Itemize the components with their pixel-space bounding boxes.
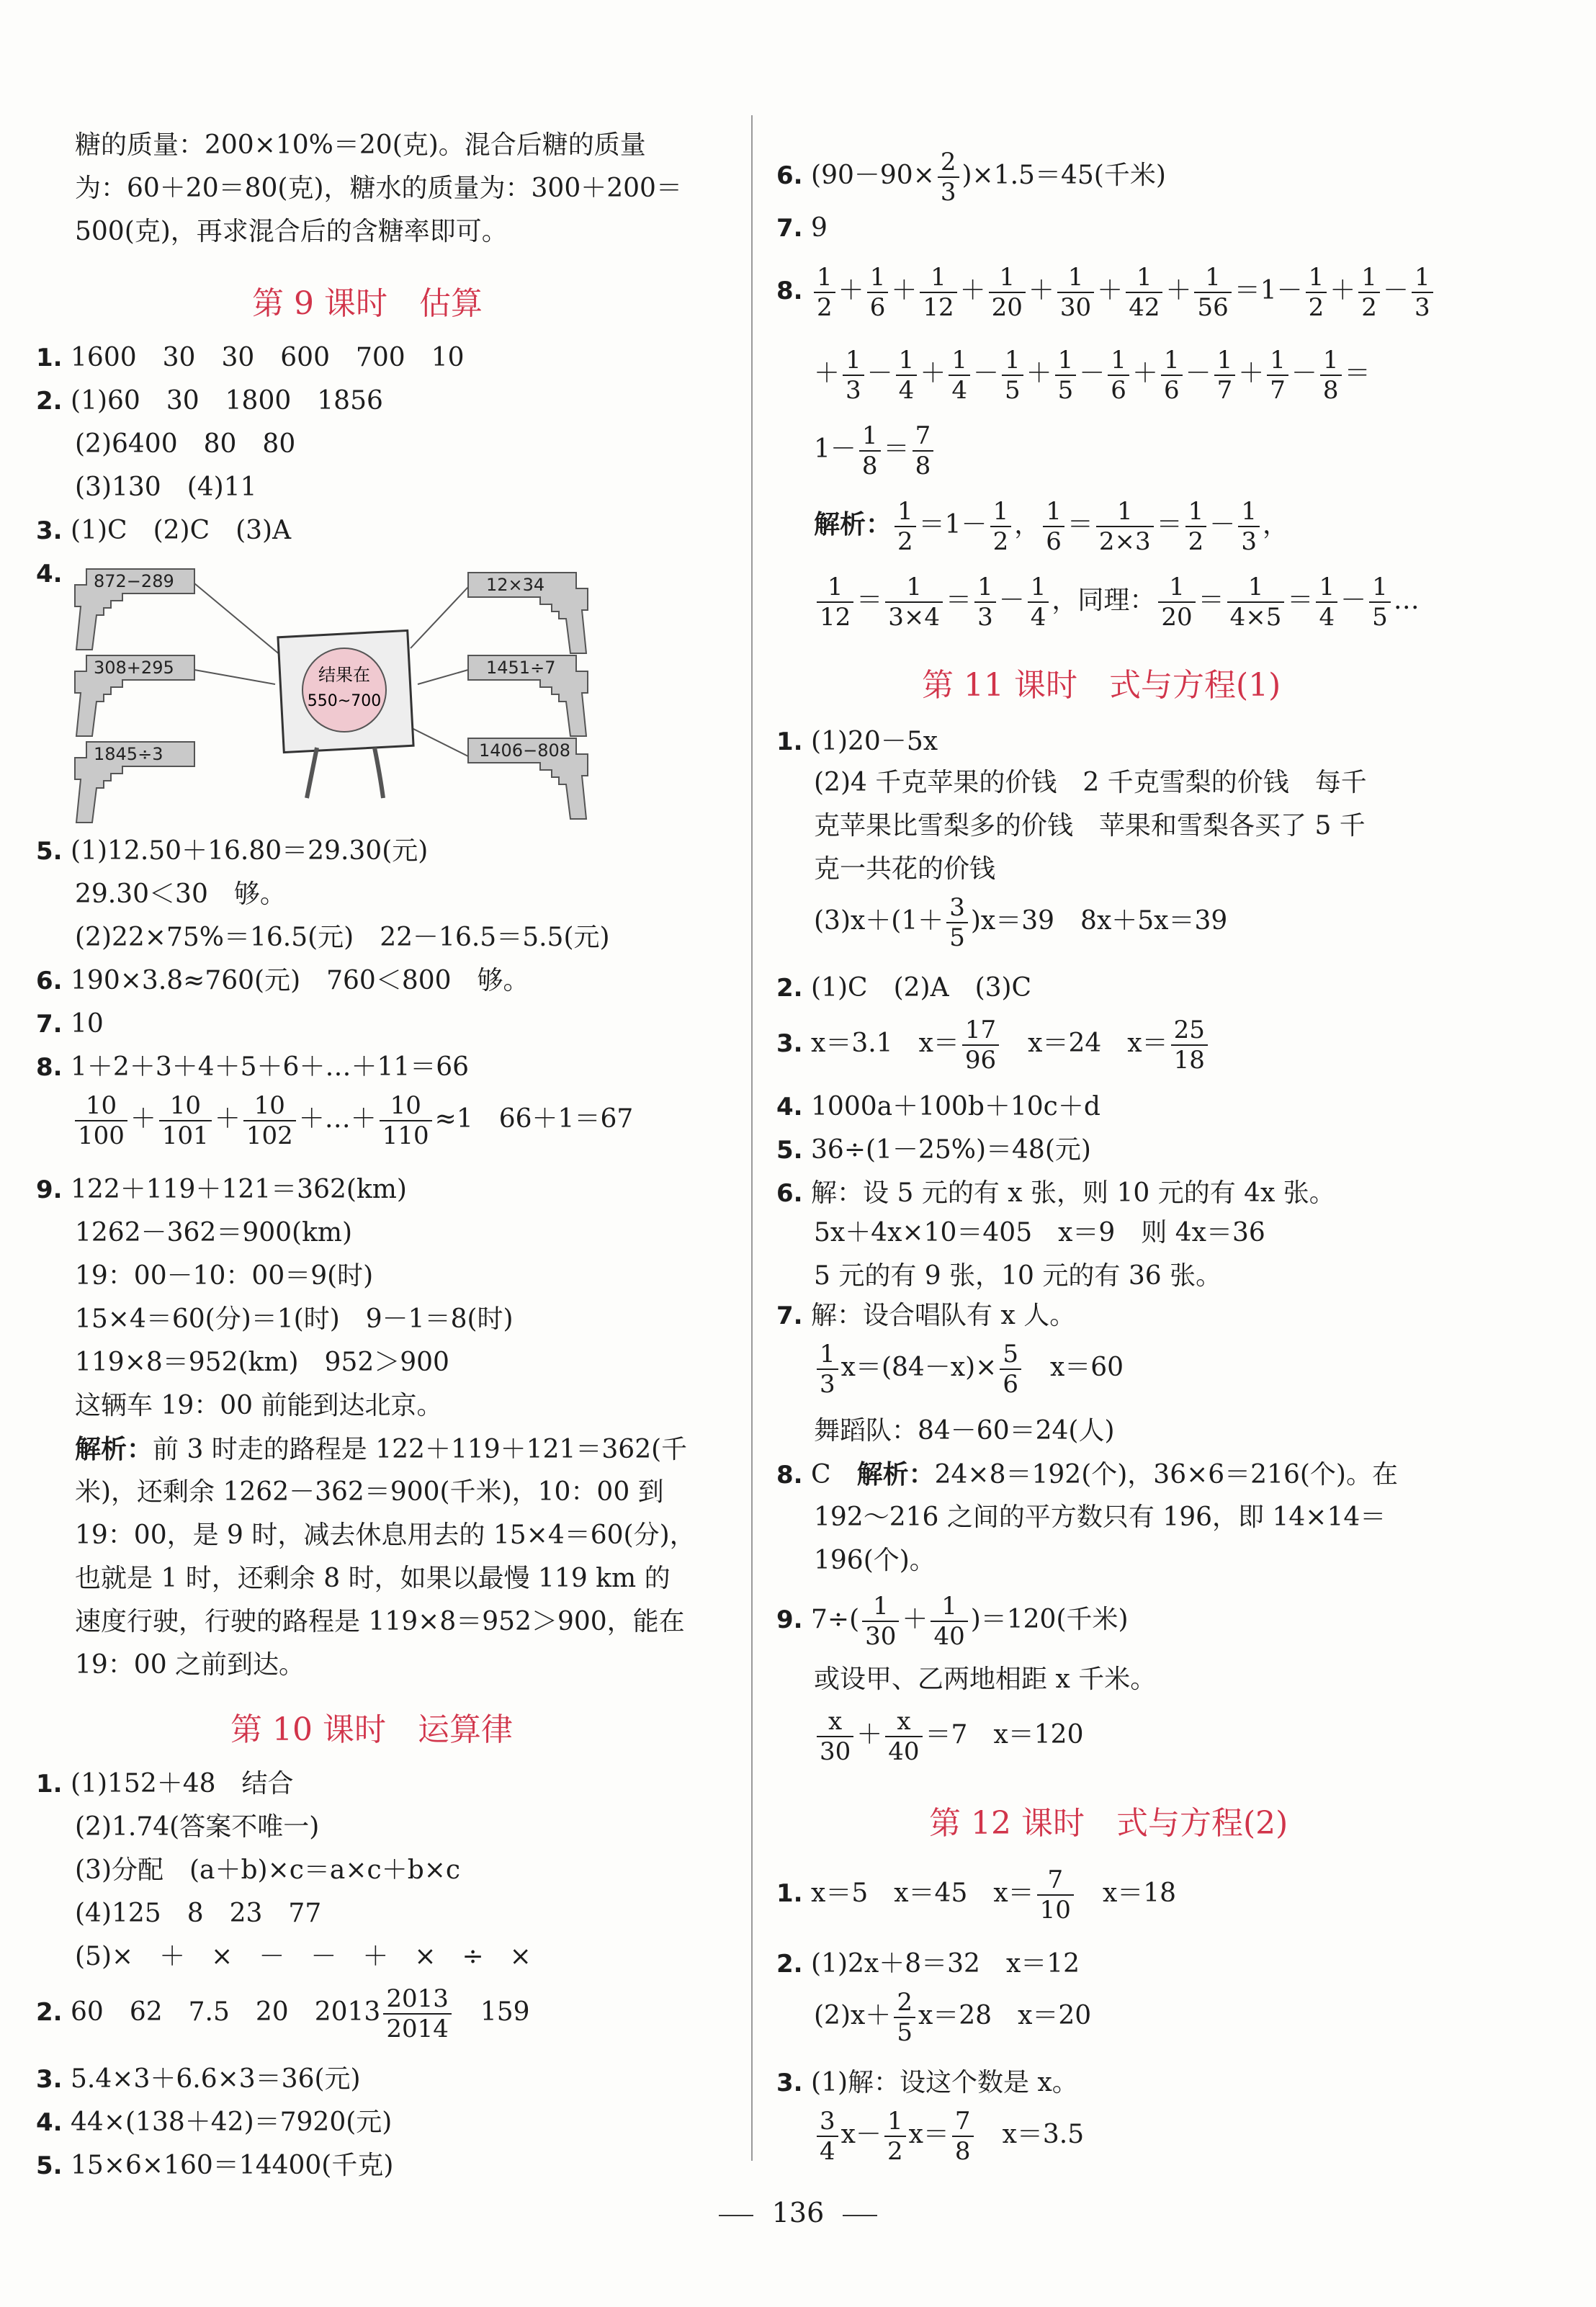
s10-q1-line: (5)× ＋ × － － ＋ × ÷ × [75,1942,532,1971]
fraction: $\frac{1}{3}$ [817,1340,838,1399]
s11-q1-line: 克苹果比雪梨多的价钱 苹果和雪梨各买了 5 千 [814,811,1366,841]
s11-q1-text: (1)20－5x [811,727,938,756]
s11-q4 [776,1091,1100,1123]
q-number: 8. [36,1053,63,1082]
s9-q2b: (2)6400 80 80 [75,429,296,459]
s11-q6-line: 5x＋4x×10＝405 x＝9 则 4x＝36 [814,1218,1265,1247]
fraction: $\frac{1}{2\times 3}$ [1096,497,1154,556]
s12-q3 [776,2067,1078,2099]
q-number: 5. [36,837,63,866]
s9-q9-jiexi-line: 速度行驶，行驶的路程是 119×8＝952＞900，能在 [75,1607,685,1636]
s11-q6-line: 5 元的有 9 张，10 元的有 36 张。 [814,1261,1222,1291]
q-number: 3. [36,516,63,545]
s10-q3 [36,2064,361,2095]
fraction: $\frac{1}{7}$ [1267,346,1288,405]
s11-q9-eq: $\frac{x}{30}$ ＋ $\frac{x}{40}$ ＝7 x＝120 [814,1707,1083,1766]
s10-q2 [36,1984,530,2043]
fraction: $\frac{1}{2}$ [1358,263,1380,322]
r-q6-text: (90－90× [811,161,935,190]
fraction: $\frac{1}{12}$ [920,263,956,322]
gun-label: 12×34 [486,575,545,595]
s11-q7-tail: x＝60 [1049,1353,1124,1382]
s11-q5-text: 36÷(1－25%)＝48(元) [811,1135,1091,1165]
s9-q2 [36,385,383,417]
q-number: 8. [776,277,803,305]
s9-q8-fractions: $\frac{10}{100}$ ＋ $\frac{10}{101}$ ＋ $\frac{10}{102}$ ＋…＋ $\frac{10}{110}$ ≈1 66＋1＝67 [72,1091,633,1150]
s10-q1 [36,1768,294,1800]
fraction: $\frac{1}{3}$ [843,346,864,405]
q-number: 6. [776,161,803,190]
board-text-1: 结果在 [318,665,370,685]
r-q8-line1: 8. $\frac{1}{2}$ ＋ $\frac{1}{6}$ ＋ $\frac{1}{12}$ ＋ $\frac{1}{20}$ ＋ $\frac{1}{30}$ ＋ $\frac{1}{42}$ ＋ $\frac{1}{56}$ ＝1－ $\frac{1}{2}$ ＋ $\frac{1}{2}$ － $\frac{1}{3}$ [776,263,1436,322]
s11-q2-text: (1)C (2)A (3)C [811,973,1032,1003]
fraction: $\frac{3}{4}$ [817,2107,838,2166]
s11-q7-mid: x＝(84－x)× [840,1353,998,1382]
fraction: $\frac{1}{2}$ [1306,263,1327,322]
jiexi-label: 解析： [856,1459,935,1490]
q-number: 4. [36,2108,63,2137]
fraction: $\frac{1}{12}$ [817,573,853,632]
s11-q8-line: 192～216 之间的平方数只有 196，即 14×14＝ [814,1502,1386,1532]
fraction: $\frac{1}{2}$ [1185,497,1207,556]
s11-q1-line: (2)4 千克苹果的价钱 2 千克雪梨的价钱 每千 [814,768,1367,797]
s12-q1-tail: x＝18 [1102,1878,1177,1908]
fraction: $\frac{25}{18}$ [1171,1016,1208,1075]
s9-q9-jiexi-line: 19：00，是 9 时，减去休息用去的 15×4＝60(分)， [75,1520,696,1550]
s12-q2-text: (1)2x＋8＝32 x＝12 [811,1949,1080,1979]
fraction: $\frac{1}{5}$ [1369,573,1391,632]
intro-line-1: 糖的质量：200×10%＝20(克)。混合后糖的质量 [75,130,646,160]
fraction: $\frac{3}{5}$ [946,893,968,952]
fraction: $\frac{1}{30}$ [1057,263,1094,322]
s11-q9-line: 或设甲、乙两地相距 x 千米。 [814,1665,1157,1694]
gun-label: 1845÷3 [94,744,163,764]
fraction: $\frac{7}{8}$ [913,421,934,480]
s9-q7 [36,1008,104,1040]
s10-q5-text: 15×6×160＝14400(千克) [71,2151,394,2180]
s11-q9: 9. 7÷( $\frac{1}{30}$ ＋ $\frac{1}{40}$ )＝120(千米) [776,1592,1129,1651]
s9-q7-text: 10 [71,1009,104,1039]
fraction: $\frac{1}{20}$ [1158,573,1195,632]
fraction: $\frac{1}{42}$ [1126,263,1162,322]
s9-q5c: (2)22×75%＝16.5(元) 22－16.5＝5.5(元) [75,923,610,952]
gun-label: 1406−808 [479,740,570,761]
fraction: $\frac{7}{8}$ [952,2107,974,2166]
fraction: $\frac{17}{96}$ [962,1016,999,1075]
fraction: $\frac{2}{3}$ [938,148,959,207]
s9-q9-line: 1262－362＝900(km) [75,1218,353,1247]
jiexi-label: 解析： [814,509,892,539]
q-number: 6. [776,1179,803,1208]
fraction: $\frac{2}{5}$ [894,1988,915,2047]
fraction: $\frac{1}{6}$ [867,263,889,322]
s10-q3-text: 5.4×3＋6.6×3＝36(元) [71,2064,361,2094]
s12-q1 [776,1865,1176,1925]
r-q8-line3: 1－ $\frac{1}{8}$ ＝ $\frac{7}{8}$ [814,421,936,480]
s11-q8-line: 196(个)。 [814,1546,936,1575]
s10-q1-line: (2)1.74(答案不唯一) [75,1812,320,1842]
page-footer [0,2197,1596,2228]
q-number: 8. [776,1461,803,1490]
s11-q1c-tail: )x＝39 8x＋5x＝39 [970,906,1228,936]
target-board [278,630,413,798]
s10-q4-text: 44×(138＋42)＝7920(元) [71,2107,393,2137]
s11-q9-text: 7÷( [811,1605,860,1634]
s9-q9-jiexi-line: 19：00 之前到达。 [75,1650,305,1680]
s9-q1-text: 1600 30 30 600 700 10 [71,343,465,372]
s10-q2-text: 60 62 7.5 20 2013 [71,1997,381,2027]
s10-q4 [36,2107,392,2138]
fraction: $\frac{1}{5}$ [1002,346,1023,405]
q-number: 7. [36,1010,63,1039]
q-number: 3. [36,2065,63,2094]
fraction: $\frac{10}{100}$ [75,1091,127,1150]
r-q6 [776,148,1166,207]
q-number: 7. [776,1302,803,1330]
board-text-2: 550~700 [307,692,382,710]
s10-q1-text: (1)152＋48 结合 [71,1769,294,1798]
fraction: $\frac{1}{56}$ [1194,263,1231,322]
s9-q9-jiexi-line: 米)，还剩余 1262－362＝900(千米)，10：00 到 [75,1477,664,1507]
fraction: $\frac{1}{4}$ [949,346,970,405]
s9-q9-line: 19：00－10：00＝9(时) [75,1261,374,1291]
q-number: 9. [36,1175,63,1204]
s9-q9-text: 122＋119＋121＝362(km) [71,1175,407,1204]
s12-q2 [776,1948,1080,1980]
page-number: 136 [771,2197,825,2228]
s11-q7 [776,1300,1075,1332]
s9-q3 [36,515,291,547]
section-title-12: 第 12 课时 式与方程(2) [929,1805,1288,1842]
s9-q9 [36,1174,407,1206]
fraction: $\frac{x}{40}$ [885,1707,922,1766]
s12-q1-text: x＝5 x＝45 x＝ [811,1878,1034,1908]
s11-q7-line: 舞蹈队：84－60＝24(人) [814,1416,1115,1446]
q-number: 5. [776,1136,803,1165]
q-number: 2. [776,1950,803,1979]
s10-q1-line: (4)125 8 23 77 [75,1899,322,1928]
fraction: $\frac{1}{3}$ [1412,263,1433,322]
fraction: $\frac{1}{4\times 5}$ [1227,573,1285,632]
q-number: 6. [36,967,63,995]
s9-q9-line: 119×8＝952(km) 952＞900 [75,1348,449,1377]
jiexi-text: 前 3 时走的路程是 122＋119＋121＝362(千 [153,1435,688,1464]
s11-q1 [776,726,938,758]
s9-q6-text: 190×3.8≈760(元) 760＜800 够。 [71,966,529,995]
s11-q9-tail: )＝120(千米) [970,1605,1129,1634]
fraction: $\frac{1}{3}$ [974,573,996,632]
gun-label: 872−289 [94,571,174,591]
fraction: $\frac{2013}{2014}$ [383,1984,452,2043]
s9-q3-text: (1)C (2)C (3)A [71,516,292,545]
fraction: $\frac{1}{4}$ [1028,573,1049,632]
fraction: $\frac{1}{2}$ [895,497,916,556]
q-number: 9. [776,1605,803,1634]
column-divider [751,115,753,2161]
s11-q9-tail2: ＝7 x＝120 [925,1720,1084,1750]
s11-q3-text: x＝3.1 x＝ [811,1029,959,1058]
fraction: $\frac{1}{30}$ [862,1592,899,1651]
footer-dash [843,2215,877,2216]
intro-line-2: 为：60＋20＝80(克)，糖水的质量为：300＋200＝ [75,174,682,203]
s9-q9-line: 这辆车 19：00 前能到达北京。 [75,1391,443,1420]
s12-q2b [814,1988,1091,2047]
s9-q2-text: (1)60 30 1800 1856 [71,386,383,416]
s9-q2c: (3)130 (4)11 [75,472,257,502]
q-number: 1. [776,727,803,756]
s9-q5 [36,836,428,867]
fraction: $\frac{1}{2}$ [990,497,1012,556]
s11-q7-text: 解：设合唱队有 x 人。 [811,1301,1076,1330]
s11-q3-mid: x＝24 x＝ [1028,1029,1168,1058]
fraction: $\frac{1}{4}$ [896,346,918,405]
s11-q8 [776,1459,1398,1491]
s11-q8-answer: C [811,1460,831,1490]
fraction: $\frac{1}{8}$ [1320,346,1342,405]
s11-q7-eq [814,1340,1124,1399]
s10-q2-tail: 159 [480,1997,530,2027]
s12-q3-text: (1)解：设这个数是 x。 [811,2068,1078,2097]
q-number: 2. [36,387,63,416]
r-q7 [776,212,828,244]
fraction: $\frac{1}{3}$ [1238,497,1260,556]
s9-q9-jiexi [75,1433,687,1466]
s12-q3-eq: $\frac{3}{4}$ x－ $\frac{1}{2}$ x＝ $\frac{7}{8}$ x＝3.5 [814,2107,1084,2166]
q-number: 3. [776,2069,803,2097]
fraction: $\frac{1}{20}$ [989,263,1026,322]
s9-q9-jiexi-line: 也就是 1 时，还剩余 8 时，如果以最慢 119 km 的 [75,1564,671,1593]
q-number: 2. [36,1998,63,2027]
fraction: $\frac{1}{6}$ [1161,346,1183,405]
right-column [756,0,1596,2307]
left-column [0,0,749,2307]
s9-q5-text: (1)12.50＋16.80＝29.30(元) [71,836,429,866]
q-number: 3. [776,1029,803,1058]
fraction: $\frac{10}{101}$ [159,1091,212,1150]
q-number: 4. [776,1093,803,1121]
q-number: 1. [36,1770,63,1798]
fraction: $\frac{1}{40}$ [931,1592,967,1651]
s11-q3 [776,1016,1211,1075]
intro-line-3: 500(克)，再求混合后的含糖率即可。 [75,217,508,246]
s10-q1-line: (3)分配 (a＋b)×c＝a×c＋b×c [75,1855,461,1885]
fraction: $\frac{1}{5}$ [1055,346,1077,405]
fraction: $\frac{10}{102}$ [243,1091,296,1150]
q-number: 5. [36,2151,63,2180]
fraction: $\frac{1}{6}$ [1043,497,1064,556]
s10-q5 [36,2150,393,2182]
s11-q1c [814,893,1227,952]
s11-q1c-text: (3)x＋(1＋ [814,906,944,936]
s9-q9-line: 15×4＝60(分)＝1(时) 9－1＝8(时) [75,1304,514,1334]
fraction: $\frac{1}{8}$ [859,421,881,480]
footer-dash [719,2215,753,2216]
fraction: $\frac{1}{6}$ [1108,346,1129,405]
s9-q6 [36,965,529,997]
r-q8-jiexi2: $\frac{1}{12}$ ＝ $\frac{1}{3\times 4}$ ＝ $\frac{1}{3}$ － $\frac{1}{4}$ ，同理： $\frac{1}{20}$ ＝ $\frac{1}{4\times 5}$ ＝ $\frac{1}{4}$ － $\frac{1}{5}$ … [814,573,1420,632]
r-q6-tail: )×1.5＝45(千米) [961,161,1166,190]
s12-q2b-text: (2)x＋ [814,2001,892,2030]
s11-q5 [776,1134,1091,1166]
q-number: 7. [776,214,803,243]
section-title-10: 第 10 课时 运算律 [230,1711,513,1748]
s11-q6-text: 解：设 5 元的有 x 张，则 10 元的有 4x 张。 [811,1178,1335,1208]
s9-q8-text: 1＋2＋3＋4＋5＋6＋…＋11＝66 [71,1052,470,1082]
section-title-9: 第 9 课时 估算 [252,285,483,322]
fraction: $\frac{x}{30}$ [817,1707,853,1766]
fraction: $\frac{1}{3\times 4}$ [885,573,943,632]
matching-figure [43,555,619,828]
s9-q1 [36,342,465,374]
r-q8-line2: ＋ $\frac{1}{3}$ － $\frac{1}{4}$ ＋ $\frac{1}{4}$ － $\frac{1}{5}$ ＋ $\frac{1}{5}$ － $\frac{1}{6}$ ＋ $\frac{1}{6}$ － $\frac{1}{7}$ ＋ $\frac{1}{7}$ － $\frac{1}{8}$ ＝ [814,346,1371,405]
fraction: $\frac{5}{6}$ [1000,1340,1021,1399]
s11-q2 [776,972,1031,1004]
q-number: 2. [776,974,803,1003]
q-number: 4. [36,560,63,588]
s12-q3-tail: x＝3.5 [1002,2120,1085,2149]
fraction: $\frac{1}{2}$ [884,2107,906,2166]
s9-q8 [36,1052,469,1083]
s11-q8-text: 24×8＝192(个)，36×6＝216(个)。在 [934,1460,1398,1490]
q-number: 1. [36,344,63,372]
s9-q5b: 29.30＜30 够。 [75,879,286,909]
q-number: 1. [776,1879,803,1908]
gun-label: 308+295 [94,658,174,678]
r-q7-text: 9 [811,213,828,243]
fraction: $\frac{1}{7}$ [1214,346,1236,405]
s11-q4-text: 1000a＋100b＋10c＋d [811,1092,1100,1121]
s11-q1-line: 克一共花的价钱 [814,854,996,884]
gun-label: 1451÷7 [486,658,556,678]
r-q8-jiexi1: 解析： $\frac{1}{2}$ ＝1－ $\frac{1}{2}$ ， $\frac{1}{6}$ ＝ $\frac{1}{2\times 3}$ ＝ $\frac{1}{2}$ － $\frac{1}{3}$ ， [814,497,1288,556]
fraction: $\frac{7}{10}$ [1037,1865,1074,1925]
s11-q6 [776,1178,1335,1209]
fraction: $\frac{1}{2}$ [814,263,835,322]
fraction: $\frac{10}{110}$ [380,1091,432,1150]
s12-q2b-tail: x＝28 x＝20 [918,2001,1092,2030]
jiexi-label: 解析： [75,1434,153,1464]
fraction: $\frac{1}{4}$ [1316,573,1337,632]
section-title-11: 第 11 课时 式与方程(1) [922,667,1281,704]
